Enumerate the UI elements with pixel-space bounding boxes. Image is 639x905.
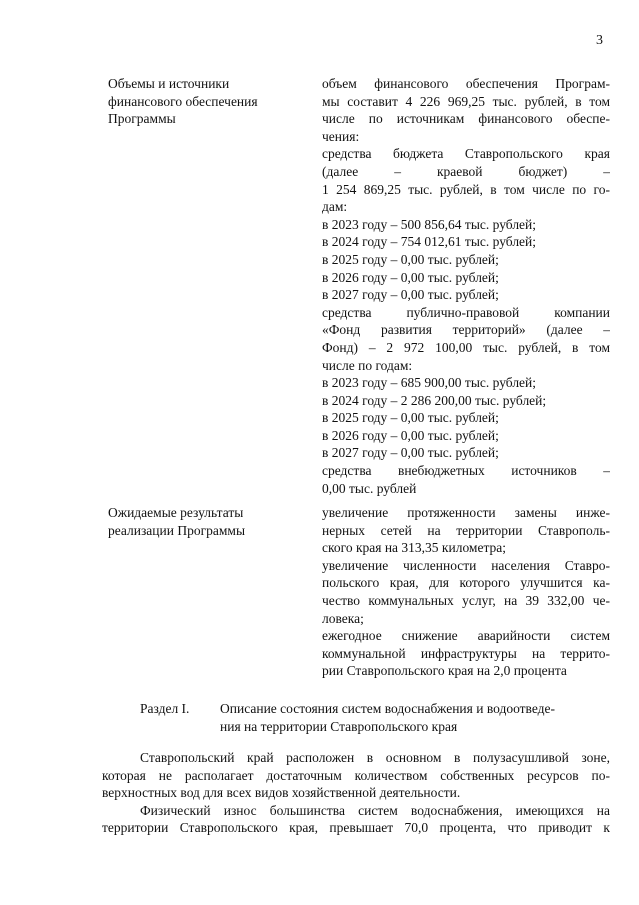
text-line: которая не располагает достаточным количеством собственных ресурсов по- — [102, 767, 610, 783]
text-line: в 2027 году – 0,00 тыс. рублей; — [322, 287, 499, 303]
text-line: чения: — [322, 128, 360, 144]
text-line: (далее – краевой бюджет) – — [322, 163, 610, 179]
passport-label-financing: Объемы и источники финансового обеспечения Программы — [108, 76, 258, 127]
text-line: средства внебюджетных источников – — [322, 463, 610, 479]
text-line: верхностных вод для всех видов хозяйственной деятельности. — [102, 785, 461, 801]
text-line: нерных сетей на территории Ставрополь- — [322, 522, 610, 538]
passport-value-financing — [322, 75, 610, 497]
text-line: польского края, для которого улучшится ка- — [322, 575, 610, 591]
passport-value-results — [322, 504, 610, 680]
text-line: территории Ставропольского края, превышает 70,0 процента, что приводит к — [102, 820, 610, 836]
text-line: Физический износ большинства систем водоснабжения, имеющихся на — [140, 802, 610, 818]
text-line: увеличение численности населения Ставро- — [322, 557, 610, 573]
text-line: дам: — [322, 199, 348, 215]
section-label: Раздел I. — [140, 701, 190, 716]
text-line: в 2027 году – 0,00 тыс. рублей; — [322, 445, 499, 461]
text-line: в 2026 году – 0,00 тыс. рублей; — [322, 269, 499, 285]
text-line: в 2023 году – 500 856,64 тыс. рублей; — [322, 216, 537, 232]
text-line: Ставропольский край расположен в основном в полузасушливой зоне, — [140, 750, 610, 765]
text-line: чество коммунальных услуг, на 39 332,00 че- — [322, 592, 610, 608]
text-line: средства публично-правовой компании — [322, 304, 610, 320]
text-line: ского края на 313,35 километра; — [322, 540, 507, 556]
text-line: увеличение протяженности замены инже- — [322, 505, 610, 520]
text-line: 0,00 тыс. рублей — [322, 480, 417, 496]
text-line: коммунальной инфраструктуры на террито- — [322, 645, 610, 661]
page-number: 3 — [596, 33, 603, 48]
text-line: 1 254 869,25 тыс. рублей, в том числе по го- — [322, 181, 610, 197]
text-line: в 2025 году – 0,00 тыс. рублей; — [322, 251, 499, 267]
text-line: ловека; — [322, 610, 364, 626]
text-line: «Фонд развития территорий» (далее – — [322, 322, 610, 338]
text-line: в 2025 году – 0,00 тыс. рублей; — [322, 410, 499, 426]
text-line: средства бюджета Ставропольского края — [322, 146, 610, 162]
text-line: в 2023 году – 685 900,00 тыс. рублей; — [322, 375, 537, 391]
text-line: числе по годам: — [322, 357, 413, 373]
text-line: ежегодное снижение аварийности систем — [322, 628, 610, 644]
text-line: рии Ставропольского края на 2,0 процента — [322, 663, 567, 679]
section-heading — [140, 700, 610, 735]
text-line: в 2024 году – 2 286 200,00 тыс. рублей; — [322, 392, 547, 408]
section-title-line-2: ния на территории Ставропольского края — [220, 718, 458, 734]
text-line: числе по источникам финансового обеспе- — [322, 111, 610, 127]
text-line: Фонд) – 2 972 100,00 тыс. рублей, в том — [322, 339, 610, 355]
text-line: мы составит 4 226 969,25 тыс. рублей, в том — [322, 93, 610, 109]
text-line: в 2026 году – 0,00 тыс. рублей; — [322, 427, 499, 443]
passport-label-results: Ожидаемые результаты реализации Программы — [108, 505, 246, 538]
section-title-line-1: Описание состояния систем водоснабжения и водоотведе- — [220, 701, 556, 716]
text-line: в 2024 году – 754 012,61 тыс. рублей; — [322, 234, 537, 250]
text-line: объем финансового обеспечения Програм- — [322, 76, 610, 91]
body-text — [102, 749, 610, 837]
